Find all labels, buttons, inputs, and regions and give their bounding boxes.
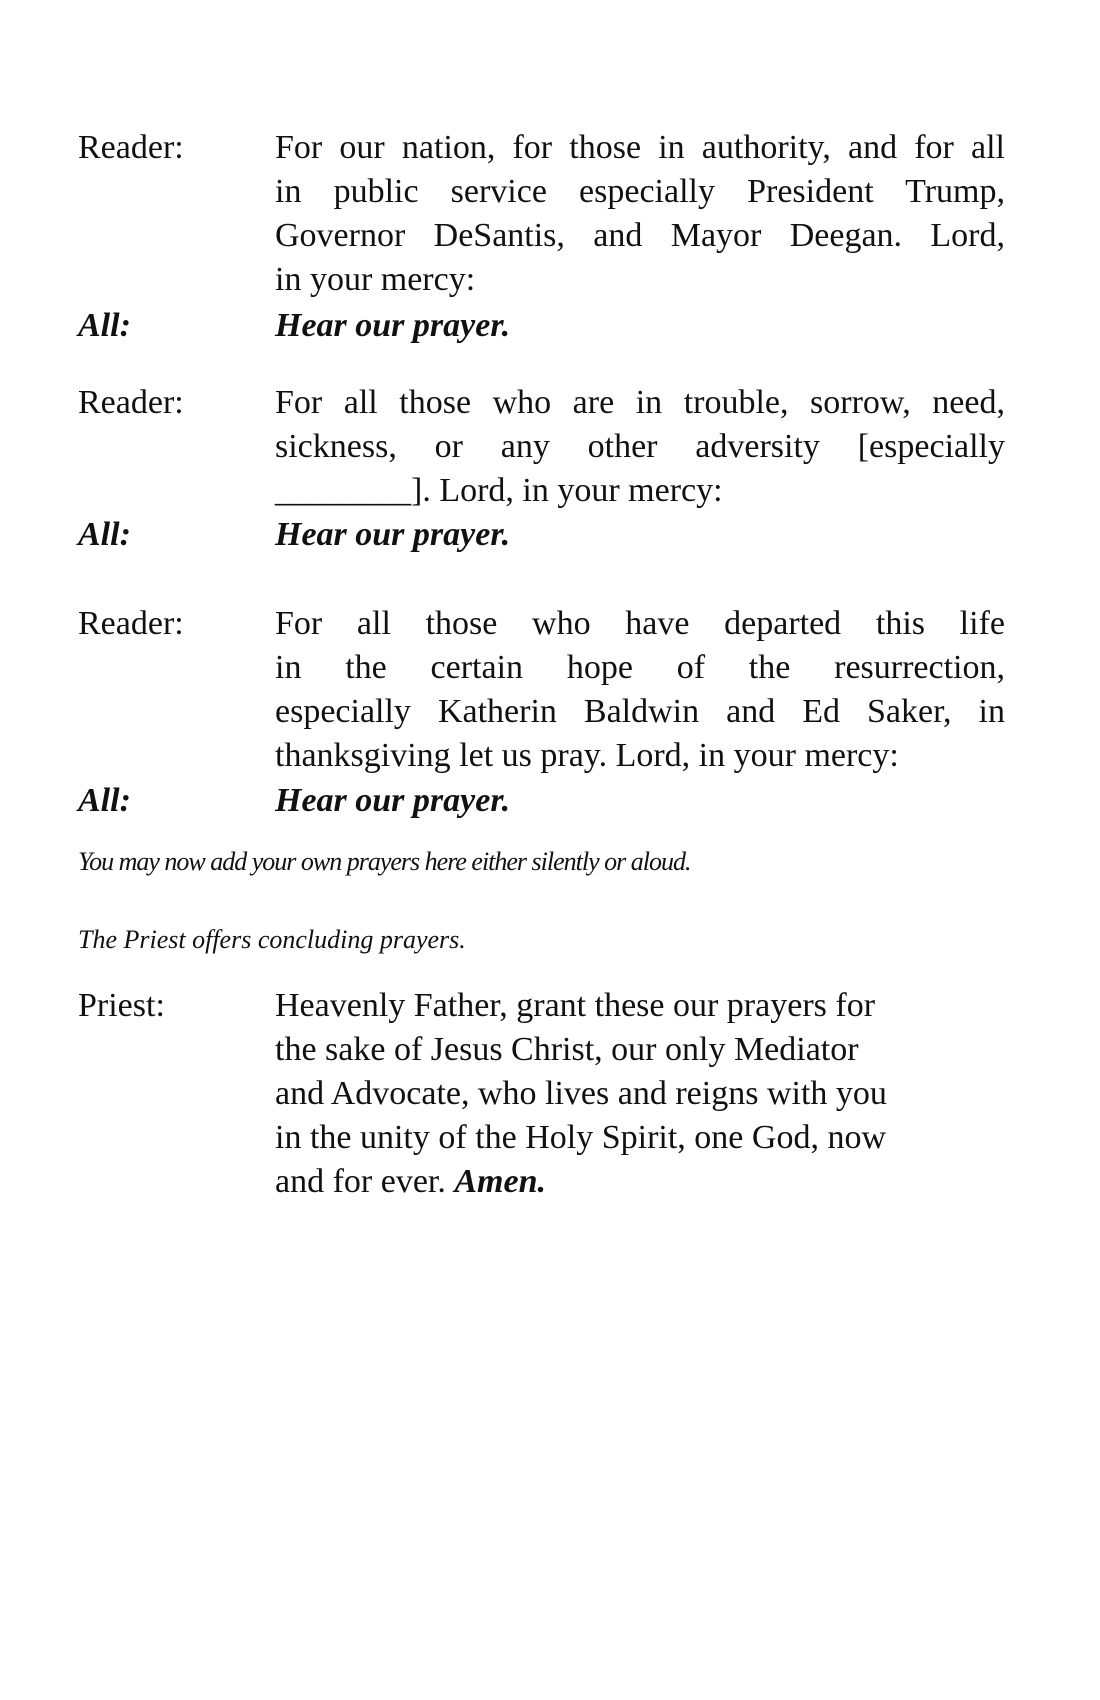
- prayer-text: [275, 984, 1005, 1204]
- petition-text: [275, 602, 1005, 778]
- text-line: ________]. Lord, in your mercy:: [275, 472, 723, 509]
- text-line: thanksgiving let us pray. Lord, in your mercy:: [275, 737, 899, 774]
- response-text: Hear our prayer.: [275, 307, 511, 344]
- response-text: Hear our prayer.: [275, 782, 511, 819]
- speaker-label: Reader:: [78, 605, 184, 642]
- text-line: in the unity of the Holy Spirit, one God, now: [275, 1119, 887, 1156]
- petition-text: [275, 126, 1005, 302]
- text-line-end: and for ever.: [275, 1163, 455, 1200]
- text-line: For our nation, for those in authority, and for all: [275, 129, 1005, 166]
- text-line: For all those who have departed this life: [275, 605, 1005, 642]
- amen: Amen.: [454, 1163, 546, 1200]
- text-line: Governor DeSantis, and Mayor Deegan. Lord,: [275, 217, 1005, 254]
- text-line: sickness, or any other adversity [especially: [275, 428, 1005, 465]
- speaker-label: Priest:: [78, 987, 165, 1024]
- text-line: Heavenly Father, grant these our prayers for: [275, 987, 876, 1024]
- response-text: Hear our prayer.: [275, 516, 511, 553]
- speaker-label: Reader:: [78, 129, 184, 166]
- rubric-own-prayers: You may now add your own prayers here either silently or aloud.: [78, 847, 691, 876]
- petition-text: [275, 381, 1005, 513]
- text-line: For all those who are in trouble, sorrow, need,: [275, 384, 1005, 421]
- response-label: All:: [78, 782, 131, 819]
- text-line: [275, 1160, 1005, 1204]
- text-line: the sake of Jesus Christ, our only Mediator: [275, 1031, 859, 1068]
- response-label: All:: [78, 307, 131, 344]
- rubric-concluding-prayers: The Priest offers concluding prayers.: [78, 925, 466, 954]
- text-line: and Advocate, who lives and reigns with you: [275, 1075, 887, 1112]
- text-line: in your mercy:: [275, 261, 476, 298]
- speaker-label: Reader:: [78, 384, 184, 421]
- text-line: in public service especially President Trump,: [275, 173, 1005, 210]
- text-line: in the certain hope of the resurrection,: [275, 649, 1005, 686]
- response-label: All:: [78, 516, 131, 553]
- text-line: especially Katherin Baldwin and Ed Saker, in: [275, 693, 1005, 730]
